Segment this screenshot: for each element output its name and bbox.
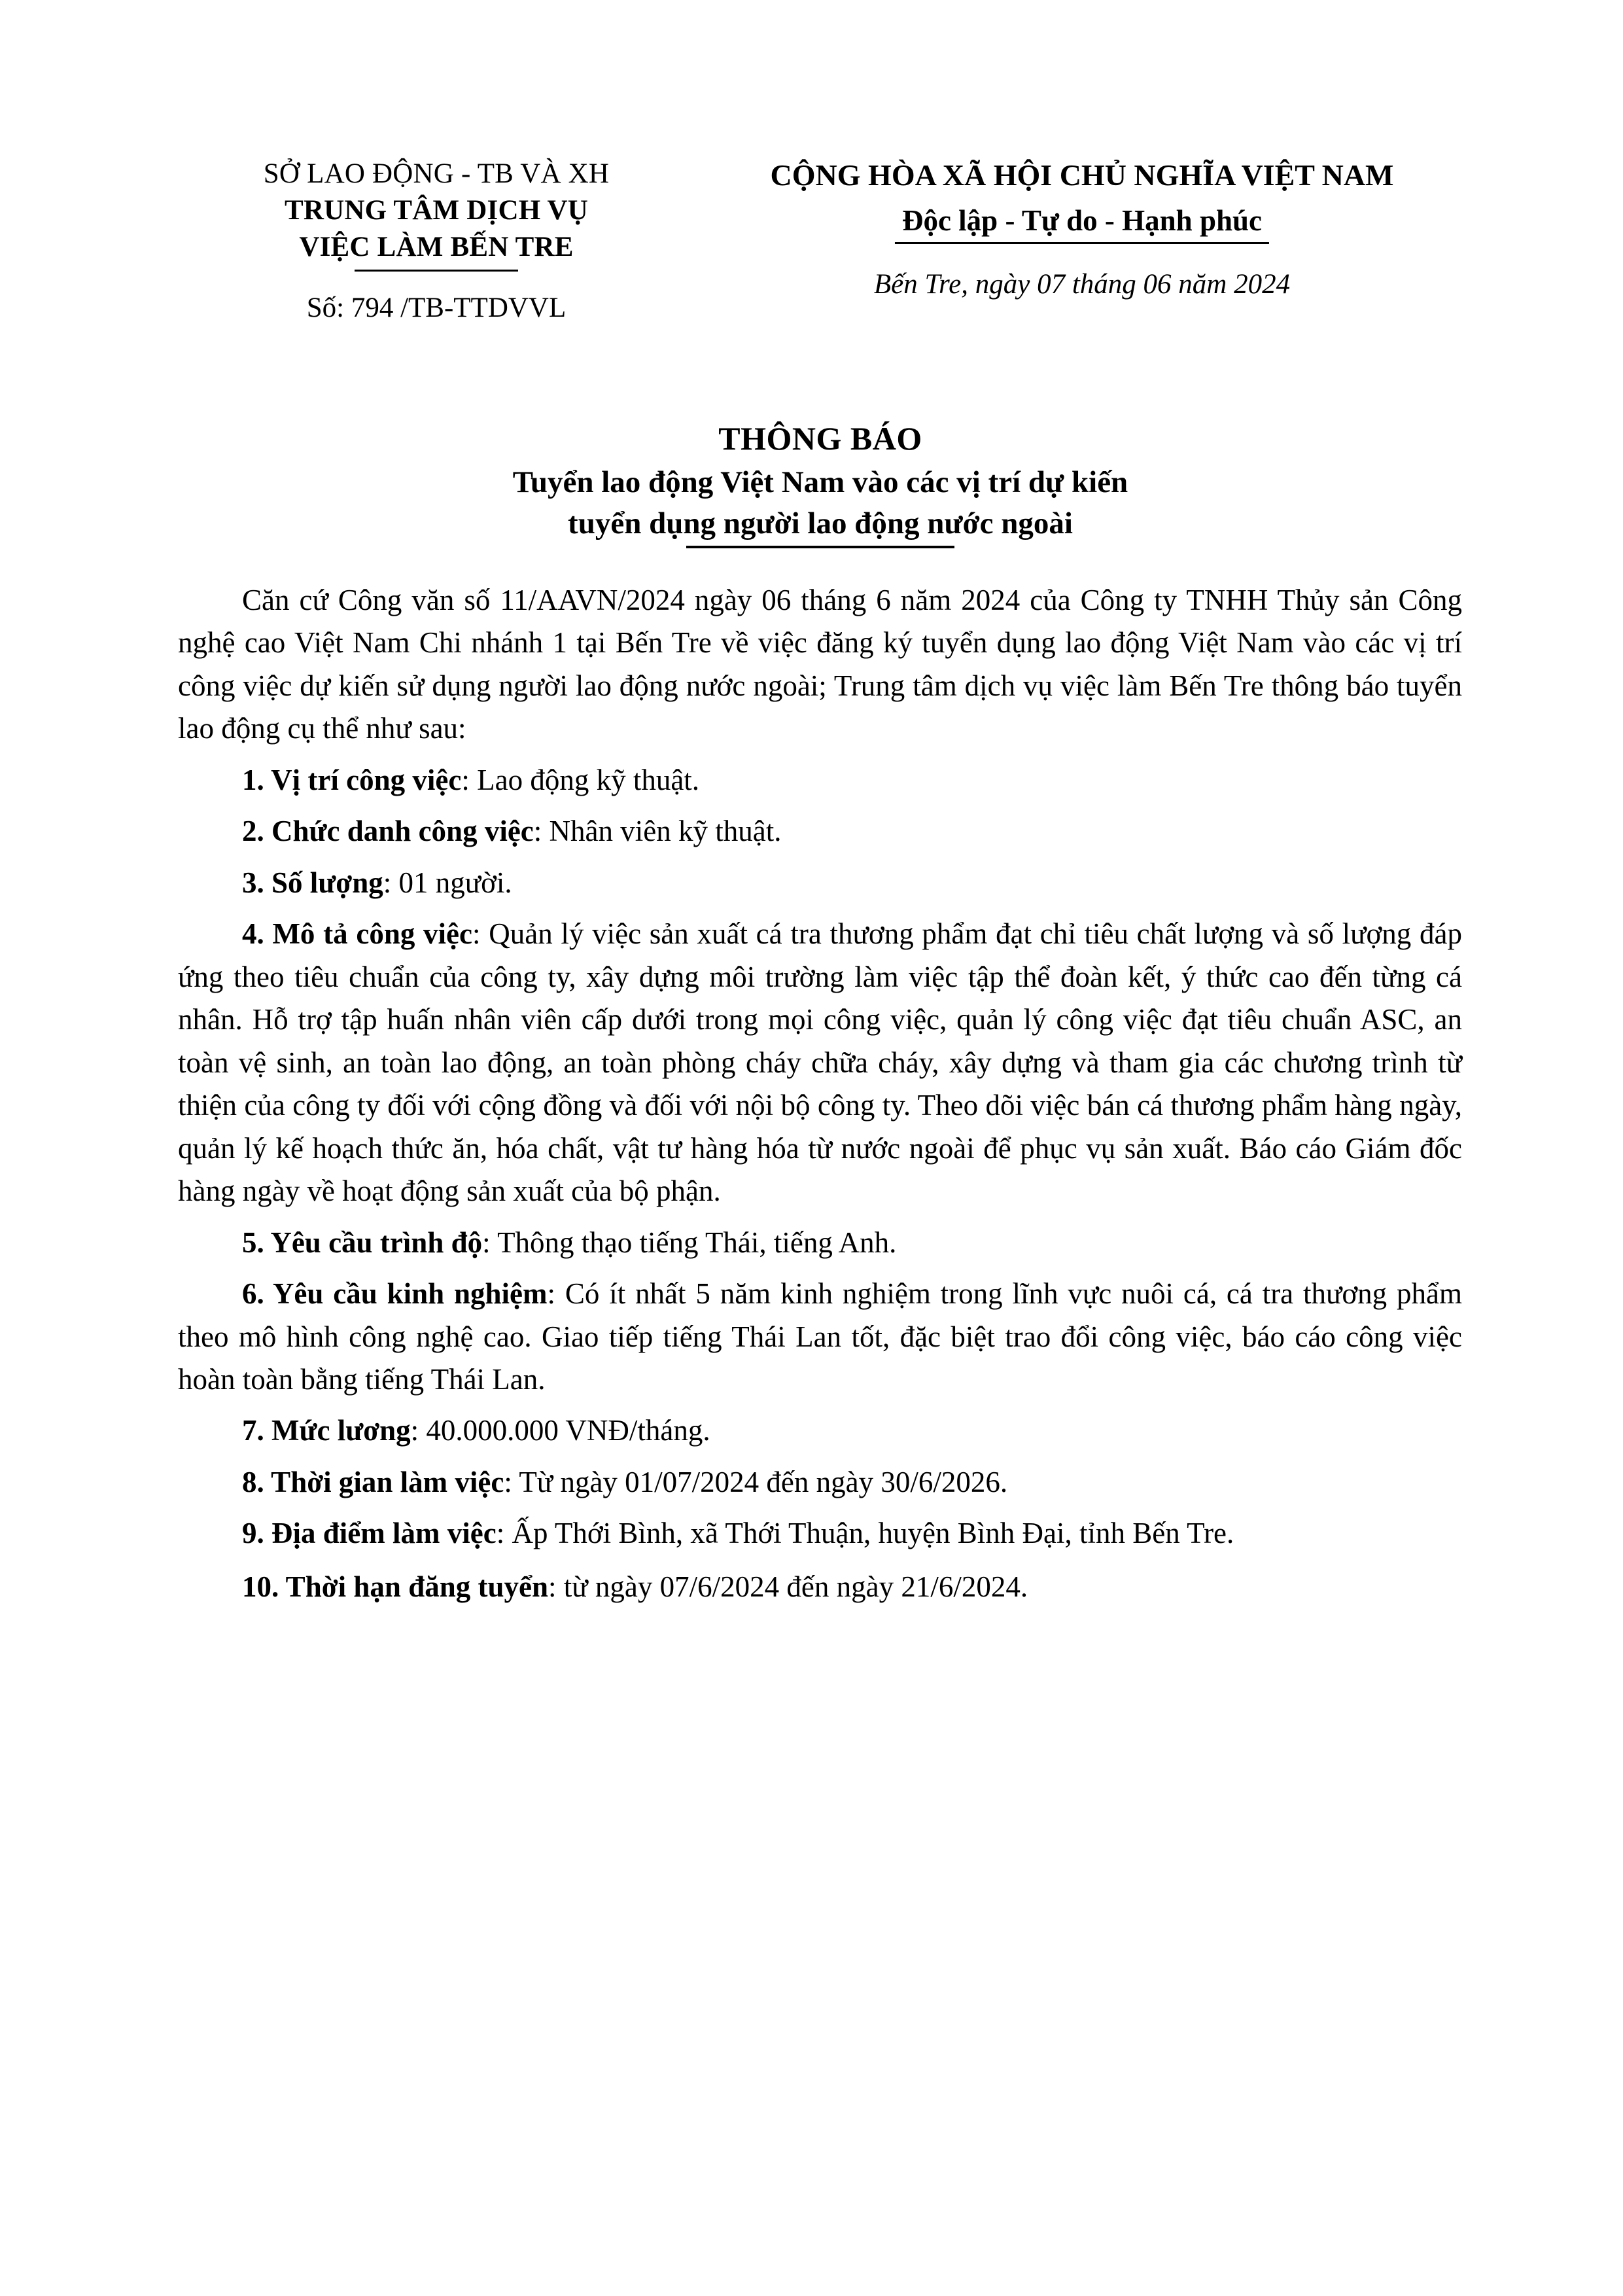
item-9-dia-diem-lam-viec — [178, 1512, 1462, 1555]
item-5-label: 5. Yêu cầu trình độ — [242, 1226, 483, 1259]
item-3-so-luong — [178, 862, 1462, 904]
item-3-value: : 01 người. — [383, 866, 512, 899]
document-body — [178, 579, 1462, 1608]
item-5-yeu-cau-trinh-do — [178, 1222, 1462, 1264]
center-name-line-2: VIỆC LÀM BẾN TRE — [299, 231, 574, 262]
item-6-yeu-cau-kinh-nghiem — [178, 1273, 1462, 1401]
item-2-value: : Nhân viên kỹ thuật. — [533, 815, 782, 848]
issuing-authority-block — [178, 156, 695, 324]
item-9-label: 9. Địa điểm làm việc — [242, 1517, 497, 1550]
item-4-mo-ta-cong-viec — [178, 913, 1462, 1212]
item-1-vi-tri-cong-viec — [178, 759, 1462, 802]
item-7-muc-luong — [178, 1409, 1462, 1452]
item-10-thoi-han-dang-tuyen — [178, 1566, 1462, 1608]
item-8-value: : Từ ngày 01/07/2024 đến ngày 30/6/2026. — [504, 1465, 1008, 1498]
item-7-label: 7. Mức lương — [242, 1414, 411, 1447]
document-number: Số: 794 /TB-TTDVVL — [306, 292, 567, 323]
place-and-date: Bến Tre, ngày 07 tháng 06 năm 2024 — [873, 269, 1291, 300]
document-subtitle-underline-wrap — [568, 504, 1073, 544]
item-3-label: 3. Số lượng — [242, 866, 383, 899]
country-name: CỘNG HÒA XÃ HỘI CHỦ NGHĨA VIỆT NAM — [770, 158, 1394, 192]
item-1-label: 1. Vị trí công việc — [242, 763, 462, 796]
letterhead — [178, 156, 1463, 324]
item-7-value: : 40.000.000 VNĐ/tháng. — [410, 1414, 710, 1447]
document-type-title: THÔNG BÁO — [718, 420, 922, 457]
item-2-chuc-danh-cong-viec — [178, 810, 1462, 853]
center-name-underline-wrap — [178, 229, 695, 266]
document-subtitle-line-2: tuyển dụng người lao động nước ngoài — [568, 506, 1073, 541]
item-8-thoi-gian-lam-viec — [178, 1461, 1462, 1504]
item-10-value: : từ ngày 07/6/2024 đến ngày 21/6/2024. — [548, 1570, 1028, 1603]
national-motto-underline-wrap — [902, 202, 1262, 239]
item-10-label: 10. Thời hạn đăng tuyển — [242, 1570, 549, 1603]
item-5-value: : Thông thạo tiếng Thái, tiếng Anh. — [482, 1226, 897, 1259]
item-4-value: : Quản lý việc sản xuất cá tra thương phẩm đạt chỉ tiêu chất lượng và số lượng đáp ứng theo tiêu chuẩn của công ty, xây dựng môi trường làm việc tập thể đoàn kết, ý thức cao đến từng cá nhân. Hỗ trợ tập huấn nhân viên cấp dưới trong mọi công việc, quản lý công việc đạt tiêu chuẩn ASC, an toàn vệ sinh, an toàn lao động, an toàn phòng cháy chữa cháy, xây dựng và tham gia các chương trình từ thiện của công ty đối với cộng đồng và đối với nội bộ công ty. Theo dõi việc bán cá thương phẩm hàng ngày, quản lý kế hoạch thức ăn, hóa chất, vật tư hàng hóa từ nước ngoài để phục vụ sản xuất. Báo cáo Giám đốc hàng ngày về hoạt động sản xuất của bộ phận. — [178, 917, 1462, 1208]
national-motto: Độc lập - Tự do - Hạnh phúc — [901, 203, 1263, 237]
department-name-line: SỞ LAO ĐỘNG - TB VÀ XH — [263, 158, 610, 189]
item-1-value: : Lao động kỹ thuật. — [461, 763, 700, 796]
center-name-line-1: TRUNG TÂM DỊCH VỤ — [284, 194, 589, 226]
item-9-value: : Ấp Thới Bình, xã Thới Thuận, huyện Bình Đại, tỉnh Bến Tre. — [496, 1517, 1234, 1550]
item-4-label: 4. Mô tả công việc — [242, 917, 473, 951]
national-heading-block — [695, 156, 1463, 300]
title-block — [178, 419, 1463, 544]
item-6-value: : Có ít nhất 5 năm kinh nghiệm trong lĩnh vực nuôi cá, cá tra thương phẩm theo mô hình công nghệ cao. Giao tiếp tiếng Thái Lan tốt, đặc biệt trao đổi công việc, báo cáo công việc hoàn toàn bằng tiếng Thái Lan. — [178, 1277, 1462, 1396]
item-8-label: 8. Thời gian làm việc — [242, 1465, 504, 1498]
item-2-label: 2. Chức danh công việc — [242, 815, 534, 848]
item-6-label: 6. Yêu cầu kinh nghiệm — [242, 1277, 548, 1311]
intro-paragraph: Căn cứ Công văn số 11/AAVN/2024 ngày 06 tháng 6 năm 2024 của Công ty TNHH Thủy sản Công nghệ cao Việt Nam Chi nhánh 1 tại Bến Tre về việc đăng ký tuyển dụng lao động Việt Nam vào các vị trí công việc dự kiến sử dụng người lao động nước ngoài; Trung tâm dịch vụ việc làm Bến Tre thông báo tuyển lao động cụ thể như sau: — [178, 584, 1462, 745]
document-subtitle-line-1: Tuyển lao động Việt Nam vào các vị trí dự kiến — [512, 465, 1128, 499]
